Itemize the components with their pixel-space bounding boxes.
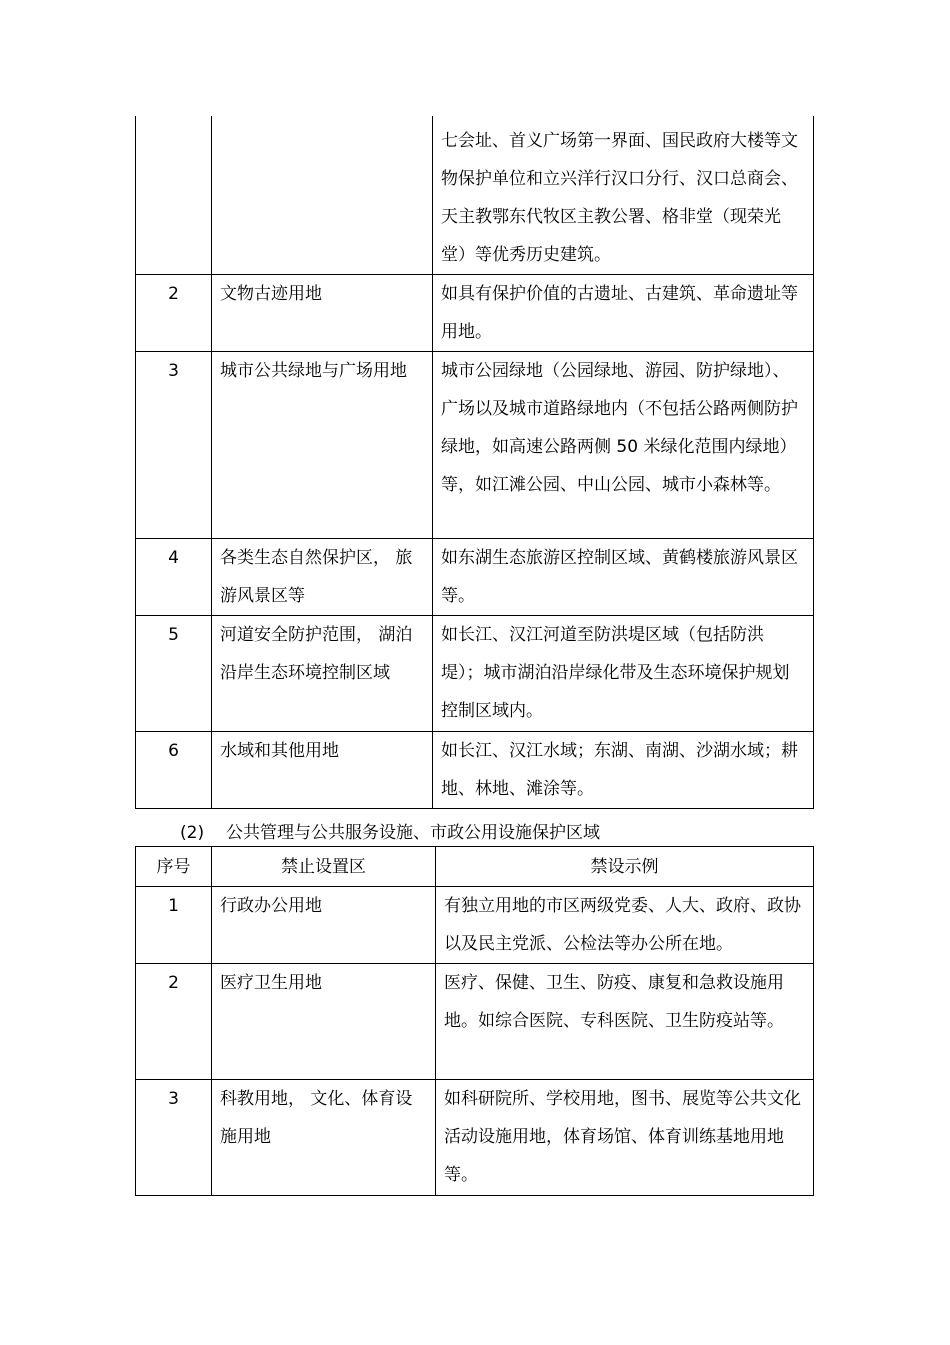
zone-example: 如长江、汉江水域；东湖、南湖、沙湖水域；耕地、林地、滩涂等。 (433, 732, 814, 809)
table-row (136, 616, 814, 732)
zone-name: 城市公共绿地与广场用地 (212, 352, 433, 539)
zone-example: 医疗、保健、卫生、防疫、康复和急救设施用地。如综合医院、专科医院、卫生防疫站等。 (436, 964, 814, 1080)
row-number: 2 (136, 275, 212, 352)
table-header-row (136, 847, 814, 887)
zone-name: 河道安全防护范围， 湖泊沿岸生态环境控制区域 (212, 616, 433, 732)
zone-name: 文物古迹用地 (212, 275, 433, 352)
table-row (136, 275, 814, 352)
row-number: 4 (136, 539, 212, 616)
zone-name: 科教用地， 文化、体育设施用地 (212, 1080, 436, 1196)
row-number: 3 (136, 1080, 212, 1196)
protection-zone-table-1 (135, 116, 814, 809)
zone-example: 如具有保护价值的古遗址、古建筑、革命遗址等用地。 (433, 275, 814, 352)
section-title: 公共管理与公共服务设施、市政公用设施保护区域 (226, 823, 600, 843)
zone-example: 如科研院所、学校用地，图书、展览等公共文化活动设施用地，体育场馆、体育训练基地用地等。 (436, 1080, 814, 1196)
zone-name: 水域和其他用地 (212, 732, 433, 809)
table-row (136, 116, 814, 275)
zone-example: 七会址、首义广场第一界面、国民政府大楼等文物保护单位和立兴洋行汉口分行、汉口总商会、天主教鄂东代牧区主教公署、格非堂（现荣光堂）等优秀历史建筑。 (433, 116, 814, 275)
section-caption (180, 822, 600, 844)
table-row (136, 539, 814, 616)
table-row (136, 352, 814, 539)
section-number: (2) (180, 823, 205, 843)
zone-example: 如东湖生态旅游区控制区域、黄鹤楼旅游风景区等。 (433, 539, 814, 616)
zone-name (212, 116, 433, 275)
protection-zone-table-2 (135, 846, 814, 1196)
row-number: 6 (136, 732, 212, 809)
zone-example: 如长江、汉江河道至防洪堤区域（包括防洪堤）；城市湖泊沿岸绿化带及生态环境保护规划控制区域内。 (433, 616, 814, 732)
table-row (136, 964, 814, 1080)
header-example: 禁设示例 (436, 847, 814, 887)
header-number: 序号 (136, 847, 212, 887)
zone-name: 医疗卫生用地 (212, 964, 436, 1080)
row-number (136, 116, 212, 275)
zone-name: 行政办公用地 (212, 887, 436, 964)
row-number: 5 (136, 616, 212, 732)
table-row (136, 1080, 814, 1196)
row-number: 2 (136, 964, 212, 1080)
table-row (136, 732, 814, 809)
table-row (136, 887, 814, 964)
zone-example: 有独立用地的市区两级党委、人大、政府、政协以及民主党派、公检法等办公所在地。 (436, 887, 814, 964)
zone-example: 城市公园绿地（公园绿地、游园、防护绿地）、广场以及城市道路绿地内（不包括公路两侧防护绿地，如高速公路两侧 50 米绿化范围内绿地）等，如江滩公园、中山公园、城市小森林等。 (433, 352, 814, 539)
zone-name: 各类生态自然保护区， 旅游风景区等 (212, 539, 433, 616)
row-number: 3 (136, 352, 212, 539)
row-number: 1 (136, 887, 212, 964)
header-zone: 禁止设置区 (212, 847, 436, 887)
